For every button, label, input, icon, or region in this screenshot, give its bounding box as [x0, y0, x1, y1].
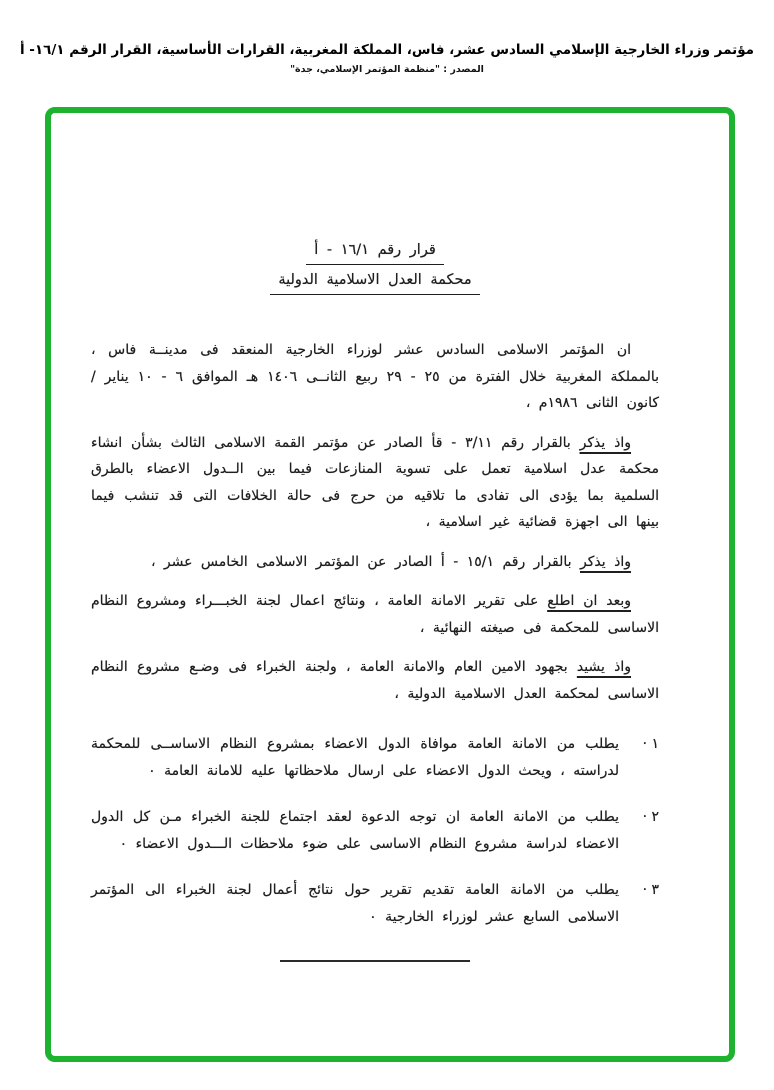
item-text: يطلب من الامانة العامة تقديم تقرير حول نتائج أعمال لجنة الخبراء الى المؤتمر الاسلامى السابع عشر لوزراء الخارجية ٠	[91, 882, 619, 925]
document-body	[51, 113, 729, 962]
item-number: ٢ ·	[642, 809, 659, 825]
item-number: ٣ ·	[642, 882, 659, 898]
item-text: يطلب من الامانة العامة موافاة الدول الاعضاء بمشروع النظام الاساســى للمحكمة لدراسته ، ويحث الدول الاعضاء على ارسال ملاحظاتها عليه للامانة العامة ٠	[91, 736, 619, 779]
court-name-title: محكمة العدل الاسلامية الدولية	[270, 269, 479, 295]
paragraph-lead: واذ يذكر	[580, 553, 631, 570]
preamble-paragraph-4	[91, 588, 659, 641]
paragraph-lead: وبعد ان اطلع	[547, 593, 631, 609]
paragraph-text: بجهود الامين العام والامانة العامة ، ولجنة الخبراء فى وضـع مشروع النظام الاساسى لمحكمة العدل الاسلامية الدولية ،	[91, 659, 659, 702]
preamble-paragraph-2	[91, 430, 659, 536]
document-frame	[45, 107, 735, 1062]
operative-item-2	[91, 804, 659, 857]
title-block	[91, 239, 659, 295]
item-number: ١ ·	[642, 736, 659, 752]
header-source-line: المصدر : "منظمة المؤتمر الإسلامي، جدة"	[290, 64, 484, 75]
item-text: يطلب من الامانة العامة ان توجه الدعوة لعقد اجتماع للجنة الخبراء مـن كل الدول الاعضاء لدراسة مشروع النظام الاساسى على ضوء ملاحظات الـــدول الاعضاء ٠	[91, 809, 619, 852]
paragraph-text: بالقرار رقم ٣/١١ - قأ الصادر عن مؤتمر القمة الاسلامى الثالث بشأن انشاء محكمة عدل اسلامية تعمل على تسوية المنازعات فيما بين الــدول الاعضاء بالطرق السلمية بما يؤدى الى تفادى ما تلاقيه من حرج فى حالة الخلافات التى قد تنشب فيما بينها الى اجهزة قضائية غير اسلامية ،	[91, 434, 659, 530]
paragraph-text: ان المؤتمر الاسلامى السادس عشر لوزراء الخارجية المنعقد فى مدينــة فاس ، بالمملكة المغربية خلال الفترة من ٢٥ - ٢٩ ربيع الثانــى ١٤٠٦ هـ الموافق ٦ - ١٠ يناير / كانون الثانى ١٩٨٦م ،	[91, 342, 659, 411]
operative-item-3	[91, 877, 659, 930]
preamble-paragraph-1	[91, 337, 659, 417]
divider-line	[280, 960, 470, 962]
resolution-number-title: قرار رقم ١٦/١ - أ	[306, 239, 444, 265]
preamble-paragraph-5	[91, 654, 659, 707]
paragraph-text: بالقرار رقم ١٥/١ - أ الصادر عن المؤتمر الاسلامى الخامس عشر ،	[150, 553, 581, 570]
header-citation-line: مؤتمر وزراء الخارجية الإسلامي السادس عشر، فاس، المملكة المغربية، القرارات الأساسية، القرار الرقم ١٦/١- أ	[19, 42, 755, 58]
page-header	[10, 42, 764, 75]
paragraph-lead: واذ يشيد	[576, 659, 632, 675]
operative-item-1	[91, 731, 659, 784]
operative-items	[91, 731, 659, 930]
paragraph-text: على تقرير الامانة العامة ، ونتائج اعمال لجنة الخبـــراء ومشروع النظام الاساسى للمحكمة فى صيغته النهائية ،	[91, 593, 659, 636]
preamble-paragraph-3	[91, 549, 659, 576]
paragraph-lead: واذ يذكر	[579, 434, 632, 451]
